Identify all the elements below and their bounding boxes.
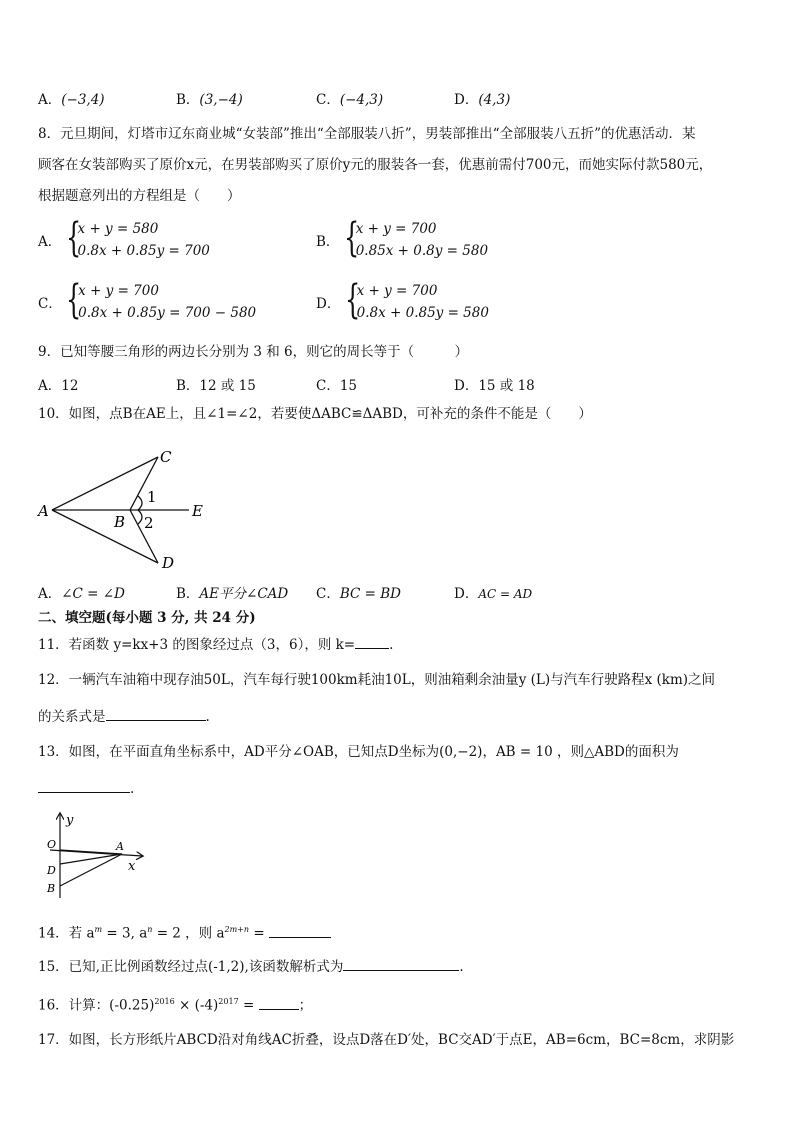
q8-option-a: A． { x + y = 580 0.8x + 0.85y = 700 — [38, 215, 210, 261]
q7-option-c: C．(−4,3) — [316, 92, 384, 108]
q10-text: 10．如图，点B在AE上，且∠1=∠2，若要使ΔABC≌ΔABD，可补充的条件不能是（ ） — [38, 406, 592, 422]
q16-text: 16．计算：$(-0.25)^{2016} \times (-4)^{2017}$ = ； — [38, 992, 312, 1016]
q10-option-c: C．BC = BD — [316, 586, 401, 602]
q10-option-d: D．AC = AD — [454, 586, 533, 602]
q7-option-a: A．(−3,4) — [38, 92, 105, 108]
q8-option-c: C． { x + y = 700 0.8x + 0.85y = 700 − 580 — [38, 277, 257, 323]
q10-angle-1: 1 — [147, 488, 157, 506]
q10-label-c: C — [160, 448, 172, 466]
q13-label-o: O — [47, 838, 57, 851]
q12-answer-blank[interactable] — [106, 706, 206, 721]
q13-coordinate-figure — [40, 808, 155, 900]
q11-text: 11．若函数 y=kx+3 的图象经过点（3，6），则 k= . — [38, 634, 393, 655]
q13-label-a: A — [116, 840, 124, 853]
q13-line-1: 13．如图，在平面直角坐标系中，AD平分∠OAB，已知点D坐标为(0,−2)，AB = 10 ，则△ABD的面积为 — [38, 744, 679, 760]
q13-answer-blank[interactable] — [38, 778, 130, 793]
q17-text: 17．如图，长方形纸片ABCD沿对角线AC折叠，设点D落在D′处，BC交AD′于点E，AB=6cm，BC=8cm，求阴影 — [38, 1032, 735, 1048]
q12-line-1: 12．一辆汽车油箱中现存油50L，汽车每行驶100km耗油10L，则油箱剩余油量y (L)与汽车行驶路程x (km)之间 — [38, 672, 716, 688]
q8-option-d: D． { x + y = 700 0.8x + 0.85y = 580 — [316, 277, 489, 323]
q13-label-d: D — [47, 864, 56, 877]
q10-label-d: D — [162, 554, 175, 572]
q7-option-d: D．(4,3) — [454, 92, 511, 108]
q7-option-b: B．(3,−4) — [176, 92, 243, 108]
q8-line-3: 根据题意列出的方程组是（ ） — [38, 188, 241, 204]
q8-option-b: B． { x + y = 700 0.85x + 0.8y = 580 — [316, 215, 489, 261]
q9-option-c: C．15 — [316, 378, 358, 394]
q13-axis-y-label: y — [66, 813, 74, 828]
q10-triangle-figure — [34, 440, 224, 575]
q16-answer-blank[interactable] — [259, 995, 299, 1010]
q9-option-a: A．12 — [38, 378, 79, 394]
q8-line-2: 顾客在女装部购买了原价x元，在男装部购买了原价y元的服装各一套，优惠前需付700元，而她实际付款580元， — [38, 157, 713, 173]
q13-label-b: B — [47, 882, 56, 895]
q14-answer-blank[interactable] — [269, 923, 331, 938]
q12-line-2: 的关系式是 . — [38, 706, 210, 727]
q10-label-b: B — [114, 513, 126, 531]
q15-answer-blank[interactable] — [343, 956, 459, 971]
q10-label-a: A — [38, 502, 49, 520]
q14-text: 14．若 $a^m = 3$, $a^n = 2$ ，则 $a^{2m+n}$ = — [38, 920, 331, 944]
section-fill-in-title: 二、填空题(每小题 3 分, 共 24 分) — [38, 610, 256, 626]
q9-option-d: D．15 或 18 — [454, 378, 535, 394]
q13-axis-x-label: x — [128, 859, 136, 874]
q9-text: 9．已知等腰三角形的两边长分别为 3 和 6，则它的周长等于（ ） — [38, 344, 469, 360]
q13-line-2: . — [38, 778, 134, 799]
q10-angle-2: 2 — [144, 514, 154, 532]
q11-answer-blank[interactable] — [355, 634, 389, 649]
q10-label-e: E — [192, 502, 203, 520]
q10-option-b: B．AE平分∠CAD — [176, 586, 289, 602]
q8-line-1: 8．元旦期间，灯塔市辽东商业城“女装部”推出“全部服装八折”，男装部推出“全部服装八五折”的优惠活动．某 — [38, 126, 696, 142]
q10-option-a: A．∠C = ∠D — [38, 586, 125, 602]
q9-option-b: B．12 或 15 — [176, 378, 256, 394]
q15-text: 15．已知,正比例函数经过点(-1,2),该函数解析式为 . — [38, 956, 464, 977]
